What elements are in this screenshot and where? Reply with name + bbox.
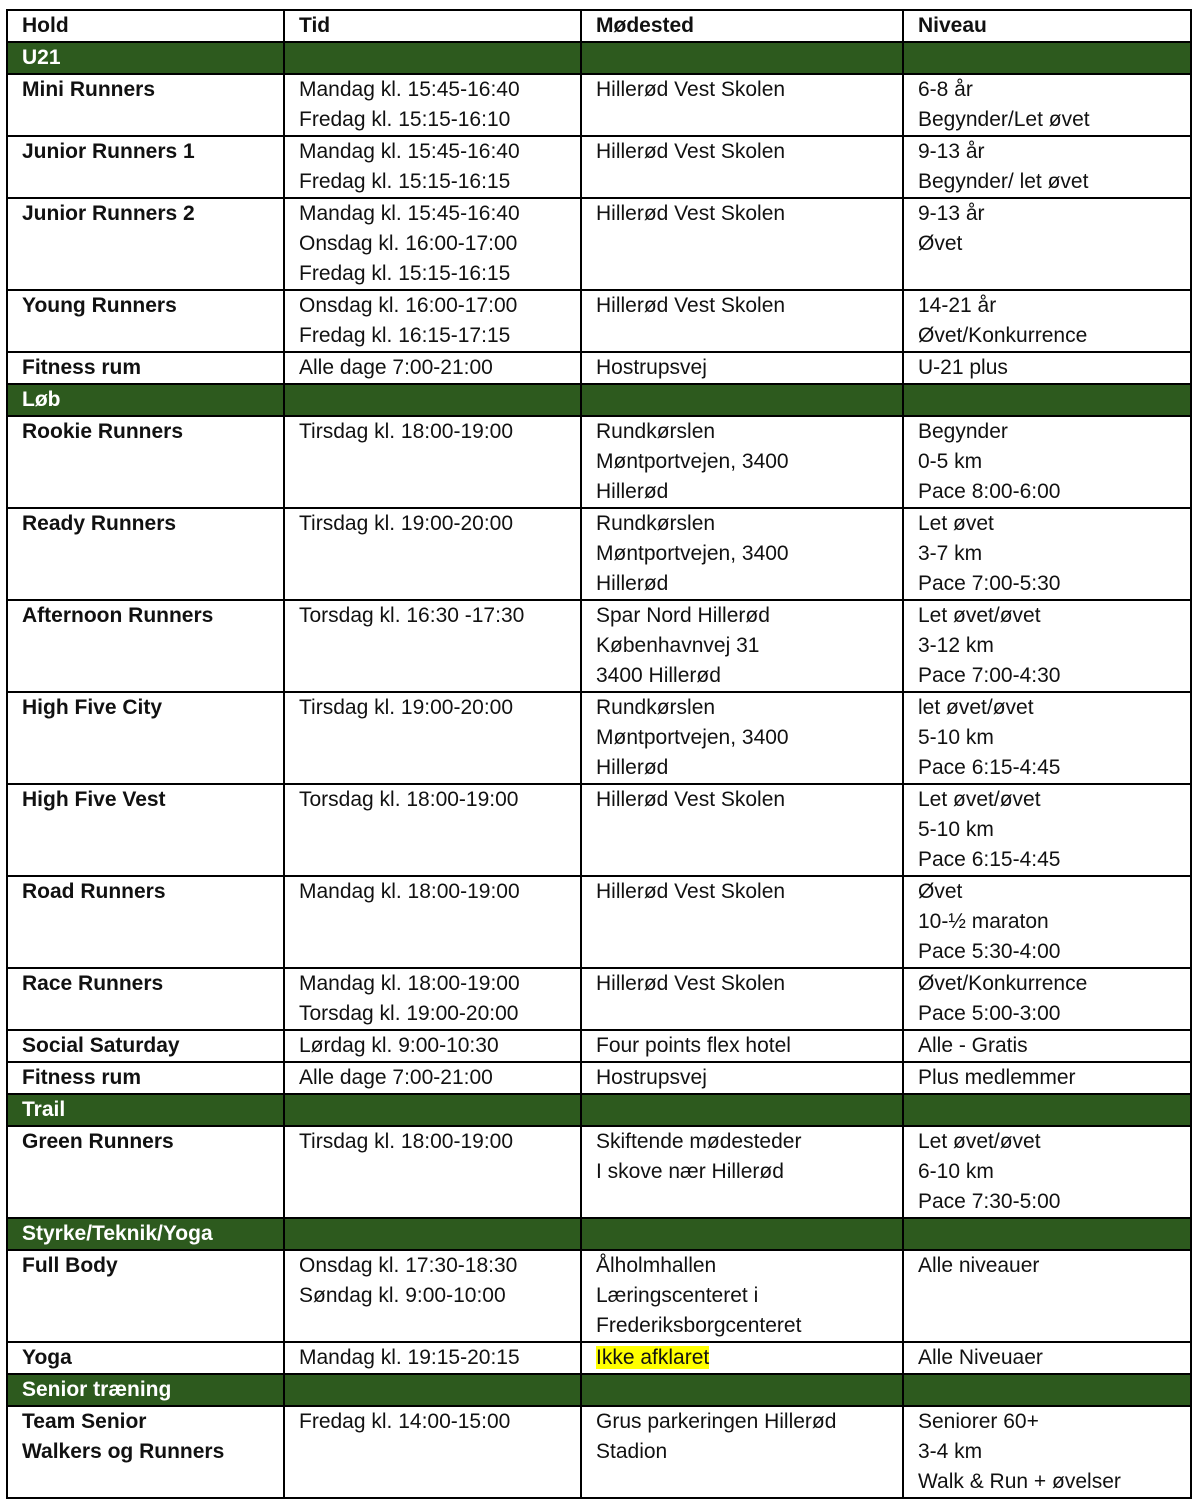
level-cell: Alle Niveuaer: [903, 1342, 1191, 1374]
time-cell: Alle dage 7:00-21:00: [284, 352, 581, 384]
time-cell: Onsdag kl. 16:00-17:00 Fredag kl. 16:15-17:15: [284, 290, 581, 352]
level-cell: Begynder 0-5 km Pace 8:00-6:00: [903, 416, 1191, 508]
team-name: Junior Runners 2: [7, 198, 284, 290]
time-cell: Tirsdag kl. 19:00-20:00: [284, 692, 581, 784]
location-cell: Hillerød Vest Skolen: [581, 290, 903, 352]
table-row: [7, 352, 1191, 384]
location-cell: Ålholmhallen Læringscenteret i Frederiksborgcenteret: [581, 1250, 903, 1342]
table-row: [7, 1126, 1191, 1218]
location-cell: Hillerød Vest Skolen: [581, 198, 903, 290]
team-name: High Five Vest: [7, 784, 284, 876]
level-cell: Let øvet/øvet 3-12 km Pace 7:00-4:30: [903, 600, 1191, 692]
level-cell: let øvet/øvet 5-10 km Pace 6:15-4:45: [903, 692, 1191, 784]
time-cell: Mandag kl. 15:45-16:40 Fredag kl. 15:15-16:15: [284, 136, 581, 198]
level-cell: Plus medlemmer: [903, 1062, 1191, 1094]
time-cell: Mandag kl. 18:00-19:00: [284, 876, 581, 968]
time-cell: Fredag kl. 14:00-15:00: [284, 1406, 581, 1498]
section-label: Styrke/Teknik/Yoga: [7, 1218, 284, 1250]
time-cell: Tirsdag kl. 18:00-19:00: [284, 416, 581, 508]
team-name: High Five City: [7, 692, 284, 784]
table-row: [7, 1406, 1191, 1498]
level-cell: U-21 plus: [903, 352, 1191, 384]
time-cell: Mandag kl. 18:00-19:00 Torsdag kl. 19:00-20:00: [284, 968, 581, 1030]
level-cell: Let øvet/øvet 5-10 km Pace 6:15-4:45: [903, 784, 1191, 876]
level-cell: Alle - Gratis: [903, 1030, 1191, 1062]
table-row: [7, 136, 1191, 198]
team-name: Fitness rum: [7, 1062, 284, 1094]
header-row: [7, 10, 1191, 42]
time-cell: Mandag kl. 19:15-20:15: [284, 1342, 581, 1374]
team-name: Junior Runners 1: [7, 136, 284, 198]
time-cell: Alle dage 7:00-21:00: [284, 1062, 581, 1094]
location-cell: Hostrupsvej: [581, 352, 903, 384]
location-cell: Hillerød Vest Skolen: [581, 74, 903, 136]
table-row: [7, 876, 1191, 968]
team-name: Young Runners: [7, 290, 284, 352]
section-row-senior: [7, 1374, 1191, 1406]
team-name: Mini Runners: [7, 74, 284, 136]
header-hold: Hold: [7, 10, 284, 42]
level-cell: Let øvet 3-7 km Pace 7:00-5:30: [903, 508, 1191, 600]
location-cell: Hostrupsvej: [581, 1062, 903, 1094]
section-label: Løb: [7, 384, 284, 416]
team-name: Fitness rum: [7, 352, 284, 384]
training-schedule-table: [6, 9, 1192, 1499]
team-name: Ready Runners: [7, 508, 284, 600]
time-cell: Tirsdag kl. 19:00-20:00: [284, 508, 581, 600]
section-row-styrke: [7, 1218, 1191, 1250]
location-cell: Rundkørslen Møntportvejen, 3400 Hillerød: [581, 416, 903, 508]
team-name: Green Runners: [7, 1126, 284, 1218]
level-cell: Let øvet/øvet 6-10 km Pace 7:30-5:00: [903, 1126, 1191, 1218]
time-cell: Torsdag kl. 16:30 -17:30: [284, 600, 581, 692]
table-row: [7, 290, 1191, 352]
table-row: [7, 198, 1191, 290]
level-cell: Seniorer 60+ 3-4 km Walk & Run + øvelser: [903, 1406, 1191, 1498]
time-cell: Onsdag kl. 17:30-18:30 Søndag kl. 9:00-10:00: [284, 1250, 581, 1342]
location-cell: [581, 1342, 903, 1374]
table-row: [7, 600, 1191, 692]
section-row-lob: [7, 384, 1191, 416]
level-cell: 6-8 år Begynder/Let øvet: [903, 74, 1191, 136]
team-name: Rookie Runners: [7, 416, 284, 508]
time-cell: Mandag kl. 15:45-16:40 Fredag kl. 15:15-16:10: [284, 74, 581, 136]
location-cell: Rundkørslen Møntportvejen, 3400 Hillerød: [581, 692, 903, 784]
time-cell: Torsdag kl. 18:00-19:00: [284, 784, 581, 876]
table-row: [7, 74, 1191, 136]
time-cell: Mandag kl. 15:45-16:40 Onsdag kl. 16:00-17:00 Fredag kl. 15:15-16:15: [284, 198, 581, 290]
level-cell: Øvet 10-½ maraton Pace 5:30-4:00: [903, 876, 1191, 968]
location-cell: Skiftende mødesteder I skove nær Hillerød: [581, 1126, 903, 1218]
team-name: Race Runners: [7, 968, 284, 1030]
location-cell: Hillerød Vest Skolen: [581, 876, 903, 968]
team-name: Road Runners: [7, 876, 284, 968]
team-name: Social Saturday: [7, 1030, 284, 1062]
level-cell: Alle niveauer: [903, 1250, 1191, 1342]
team-name: Afternoon Runners: [7, 600, 284, 692]
location-cell: Rundkørslen Møntportvejen, 3400 Hillerød: [581, 508, 903, 600]
table-row: [7, 692, 1191, 784]
location-cell: Hillerød Vest Skolen: [581, 136, 903, 198]
section-label: U21: [7, 42, 284, 74]
table-row: [7, 1030, 1191, 1062]
level-cell: 9-13 år Øvet: [903, 198, 1191, 290]
table-row: [7, 1342, 1191, 1374]
location-cell: Grus parkeringen Hillerød Stadion: [581, 1406, 903, 1498]
time-cell: Tirsdag kl. 18:00-19:00: [284, 1126, 581, 1218]
level-cell: Øvet/Konkurrence Pace 5:00-3:00: [903, 968, 1191, 1030]
table-row: [7, 784, 1191, 876]
header-niveau: Niveau: [903, 10, 1191, 42]
table-row: [7, 968, 1191, 1030]
team-name: Full Body: [7, 1250, 284, 1342]
section-label: Senior træning: [7, 1374, 284, 1406]
table-row: [7, 1062, 1191, 1094]
section-row-u21: [7, 42, 1191, 74]
section-label: Trail: [7, 1094, 284, 1126]
table-row: [7, 416, 1191, 508]
table-row: [7, 1250, 1191, 1342]
level-cell: 14-21 år Øvet/Konkurrence: [903, 290, 1191, 352]
location-cell: Hillerød Vest Skolen: [581, 784, 903, 876]
team-name: Team Senior Walkers og Runners: [7, 1406, 284, 1498]
highlighted-text: Ikke afklaret: [596, 1346, 710, 1369]
location-cell: Hillerød Vest Skolen: [581, 968, 903, 1030]
table-row: [7, 508, 1191, 600]
level-cell: 9-13 år Begynder/ let øvet: [903, 136, 1191, 198]
header-tid: Tid: [284, 10, 581, 42]
location-cell: Spar Nord Hillerød Københavnvej 31 3400 Hillerød: [581, 600, 903, 692]
header-modested: Mødested: [581, 10, 903, 42]
section-row-trail: [7, 1094, 1191, 1126]
team-name: Yoga: [7, 1342, 284, 1374]
location-cell: Four points flex hotel: [581, 1030, 903, 1062]
time-cell: Lørdag kl. 9:00-10:30: [284, 1030, 581, 1062]
